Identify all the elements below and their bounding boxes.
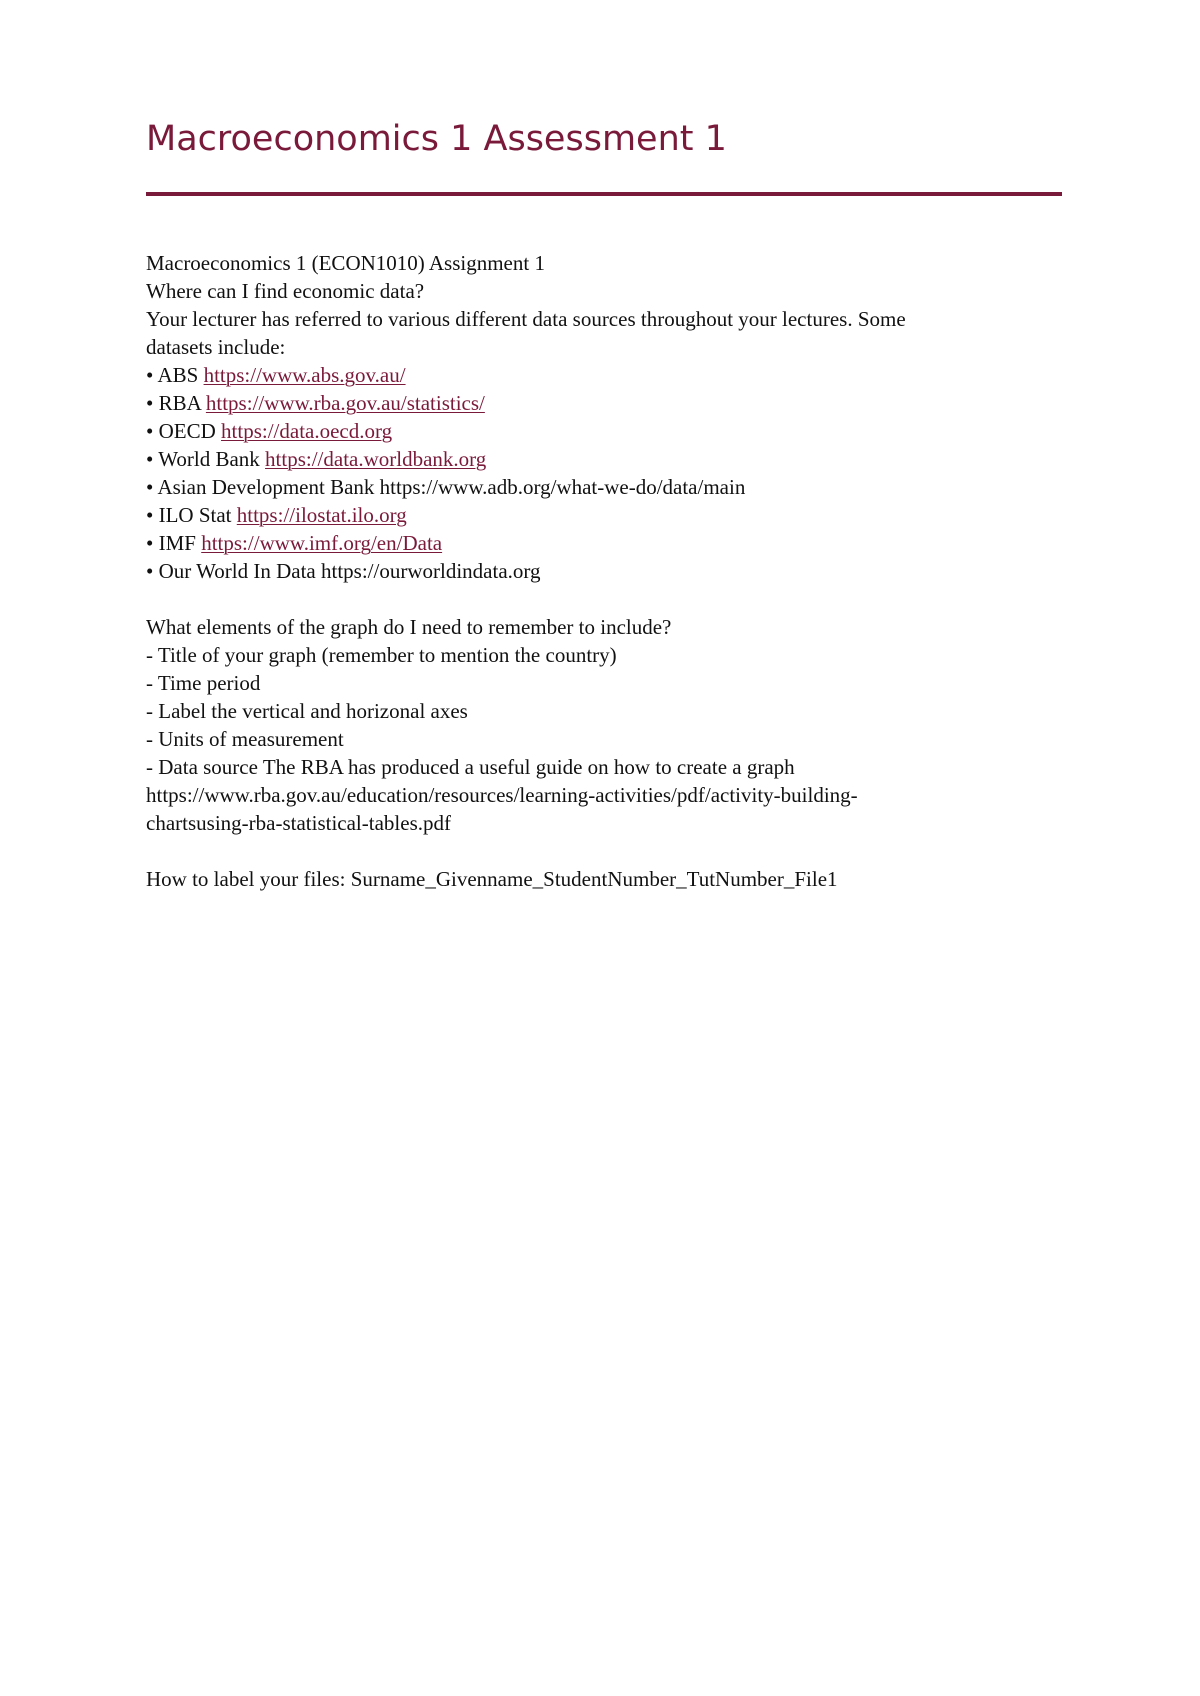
oecd-link[interactable]: https://data.oecd.org [221,419,393,443]
abs-link[interactable]: https://www.abs.gov.au/ [203,363,406,387]
rba-guide-url-line-2: chartsusing-rba-statistical-tables.pdf [146,811,451,835]
source-label: World Bank [158,447,266,471]
source-item-abs [146,361,1076,389]
source-label: IMF [158,531,202,555]
data-question: Where can I find economic data? [146,279,425,303]
source-label: Our World In Data [158,559,321,583]
data-source-list [146,361,1076,585]
source-item-imf [146,529,1076,557]
bullet: • [146,363,158,387]
graph-element-item: - Label the vertical and horizonal axes [146,699,468,723]
source-label: Asian Development Bank [157,475,380,499]
source-label: RBA [158,391,206,415]
source-item-ilo-stat [146,501,1076,529]
source-label: OECD [158,419,222,443]
bullet: • [146,531,159,555]
bullet: • [146,391,159,415]
rba-link[interactable]: https://www.rba.gov.au/statistics/ [205,391,485,415]
bullet: • [146,475,158,499]
graph-element-item: - Units of measurement [146,727,344,751]
our-world-in-data-url-text: https://ourworldindata.org [321,559,541,583]
source-item-oecd [146,417,1076,445]
intro-paragraph-line-1: Your lecturer has referred to various different data sources throughout your lectures. Some [146,307,906,331]
graph-elements-question: What elements of the graph do I need to remember to include? [146,615,672,639]
graph-elements-list [146,641,1076,781]
document-title: Macroeconomics 1 Assessment 1 [146,119,727,159]
file-label-instructions: How to label your files: Surname_Givenname_StudentNumber_TutNumber_File1 [146,867,838,891]
source-item-world-bank [146,445,1076,473]
paragraph-spacer [146,585,1076,613]
adb-url-text: https://www.adb.org/what-we-do/data/main [379,475,746,499]
title-divider [146,192,1062,196]
course-line: Macroeconomics 1 (ECON1010) Assignment 1 [146,251,545,275]
source-label: ABS [157,363,204,387]
document-body [146,249,1076,893]
bullet: • [146,447,159,471]
source-item-rba [146,389,1076,417]
bullet: • [146,559,159,583]
ilo-stat-link[interactable]: https://ilostat.ilo.org [236,503,407,527]
source-item-our-world-in-data [146,557,1076,585]
imf-link[interactable]: https://www.imf.org/en/Data [201,531,443,555]
source-item-adb [146,473,1076,501]
graph-element-item: - Title of your graph (remember to mention the country) [146,643,617,667]
rba-guide-url-line-1: https://www.rba.gov.au/education/resources/learning-activities/pdf/activity-building- [146,783,858,807]
bullet: • [146,503,159,527]
world-bank-link[interactable]: https://data.worldbank.org [265,447,487,471]
source-label: ILO Stat [158,503,237,527]
graph-element-item: - Time period [146,671,261,695]
bullet: • [146,419,159,443]
intro-paragraph-line-2: datasets include: [146,335,286,359]
paragraph-spacer [146,837,1076,865]
graph-element-item: - Data source The RBA has produced a useful guide on how to create a graph [146,755,795,779]
